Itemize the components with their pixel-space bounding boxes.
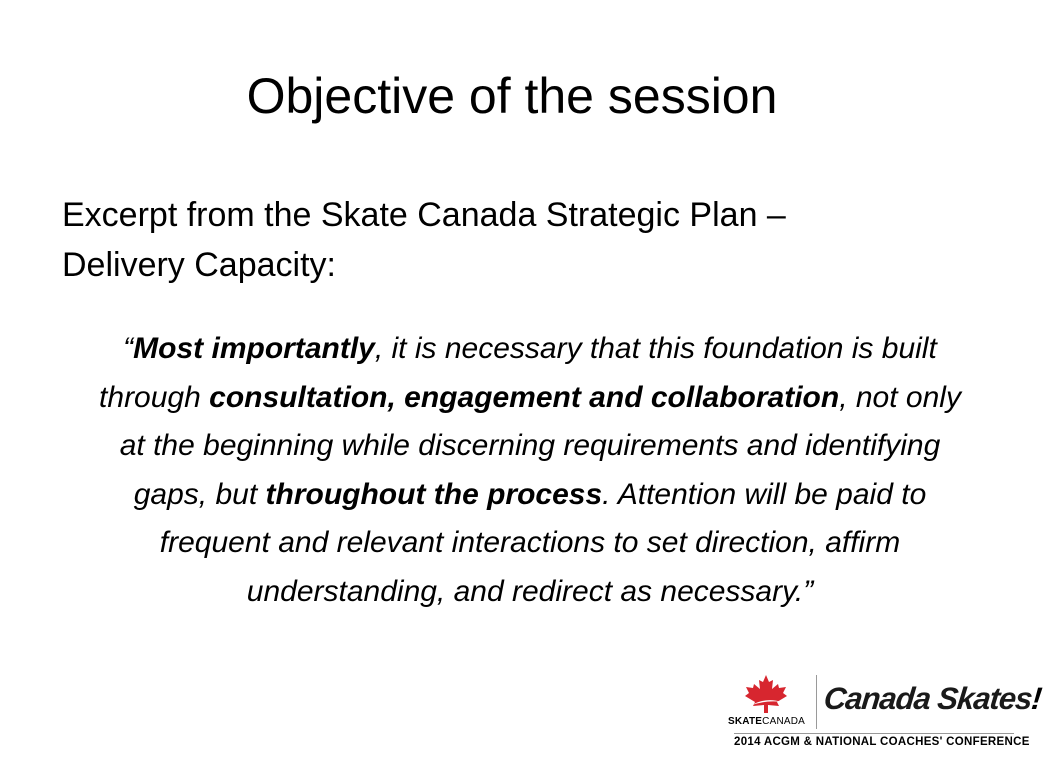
quote-text-2: , not only at the beginning while discerning requirements and identifying gaps, but [119, 380, 961, 511]
skate-canada-wordmark [728, 716, 805, 727]
quote-bold-1: Most importantly [133, 332, 375, 365]
skate-canada-part2: CANADA [762, 716, 806, 727]
quote-text-1: , it is necessary that this foundation is built through [99, 332, 937, 414]
slide-subtitle [62, 190, 962, 290]
canada-skates-logo [822, 681, 1043, 717]
strategic-plan-quote [90, 325, 970, 616]
footer-logos [726, 673, 1043, 753]
subtitle-line-2: Delivery Capacity: [62, 246, 336, 284]
logo-divider [816, 675, 817, 729]
quote-text-3: . Attention will be paid to frequent and relevant interactions to set direction, affirm understanding, and redirect as necessary.” [159, 477, 927, 608]
canada-skates-bang: ! [1029, 681, 1043, 716]
slide-title: Objective of the session [246, 68, 778, 124]
subtitle-line-1: Excerpt from the Skate Canada Strategic Plan – [62, 196, 786, 234]
skate-canada-logo [726, 673, 810, 733]
maple-leaf-icon [744, 675, 788, 713]
skate-canada-part1: SKATE [728, 716, 763, 727]
quote-open-mark: “ [123, 332, 134, 365]
quote-bold-2: consultation, engagement and collaboration [209, 380, 840, 414]
quote-bold-3: throughout the process [265, 477, 603, 511]
canada-skates-text: Canada Skates [822, 681, 1034, 716]
conference-banner: 2014 ACGM & NATIONAL COACHES' CONFERENCE [734, 733, 1014, 754]
